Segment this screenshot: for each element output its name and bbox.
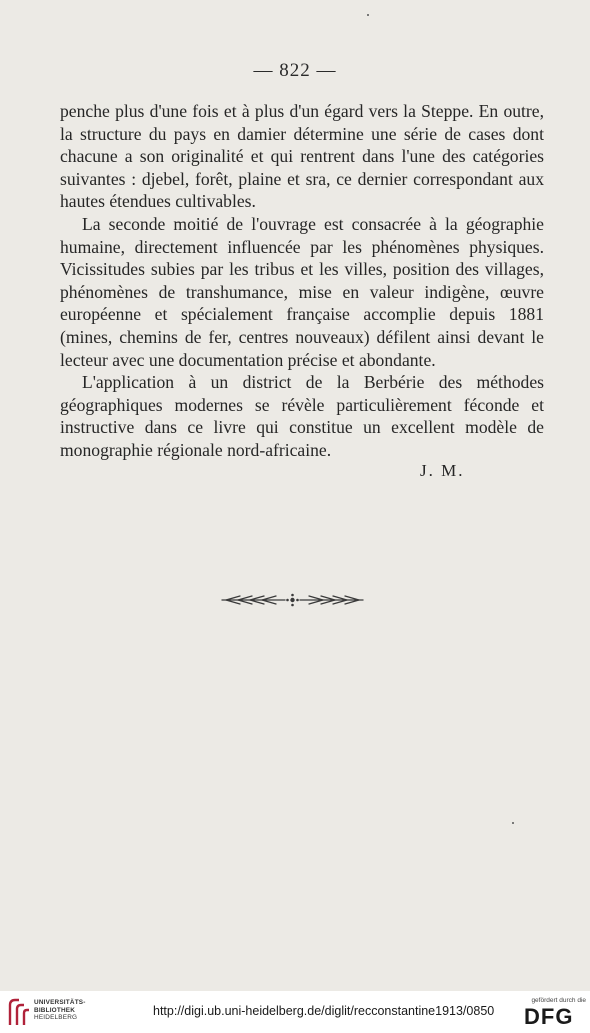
paper-speck	[512, 822, 514, 824]
paragraph-1: penche plus d'une fois et à plus d'un égard vers la Steppe. En outre, la structure du pays en damier détermine une série de cases dont chacune a son originalité et qui rentrent dans l'une des catégories suivantes : djebel, forêt, plaine et sra, ce dernier correspondant aux hautes étendues cultivables.	[60, 101, 544, 212]
body-text	[60, 100, 544, 462]
source-url-link[interactable]: http://digi.ub.uni-heidelberg.de/diglit/recconstantine1913/0850	[153, 1004, 495, 1018]
dfg-logo: DFG	[524, 1004, 574, 1029]
paper-speck	[367, 14, 369, 16]
paragraph-2: La seconde moitié de l'ouvrage est consacrée à la géographie humaine, directement influencée par les phénomènes physiques. Vicissitudes subies par les tribus et les villes, position des villages, phénomènes de transhumance, mise en valeur indigène, œuvre européenne et spécialement française accomplie depuis 1881 (mines, chemins de fer, centres nouveaux) défilent ainsi devant le lecteur avec une documentation précise et abondante.	[60, 213, 544, 370]
page-number: — 822 —	[253, 60, 337, 81]
university-library-logo-icon	[6, 997, 32, 1027]
library-name: UNIVERSITÄTS- BIBLIOTHEK HEIDELBERG	[34, 999, 86, 1022]
paragraph-3: L'application à un district de la Berbérie des méthodes géographiques modernes se révèle particulièrement féconde et instructive dans ce livre qui constitue un excellent modèle de monographie régionale nord-africaine.	[60, 372, 544, 460]
author-initials: J. M.	[420, 461, 465, 480]
funder-label: gefördert durch die	[531, 997, 586, 1004]
ornament-divider	[220, 591, 365, 609]
